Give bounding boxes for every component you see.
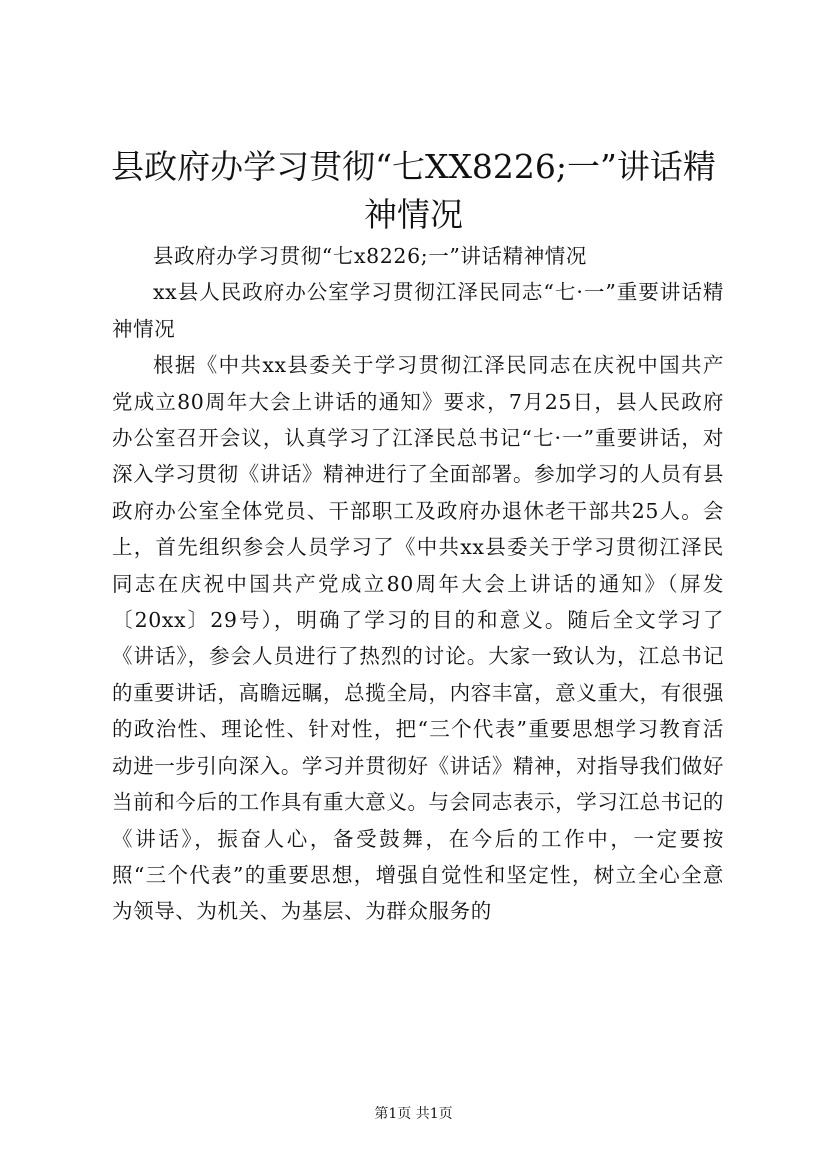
document-body (112, 238, 724, 930)
paragraph-heading: xx县人民政府办公室学习贯彻江泽民同志“七·一”重要讲话精神情况 (112, 280, 724, 341)
paragraph-subtitle: 县政府办学习贯彻“七x8226;一”讲话精神情况 (153, 244, 587, 268)
paragraph-main: 根据《中共xx县委关于学习贯彻江泽民同志在庆祝中国共产党成立80周年大会上讲话的通知》要求，7月25日，县人民政府办公室召开会议，认真学习了江泽民总书记“七·一”重要讲话，对深入学习贯彻《讲话》精神进行了全面部署。参加学习的人员有县政府办公室全体党员、干部职工及政府办退休老干部共25人。会上，首先组织参会人员学习了《中共xx县委关于学习贯彻江泽民同志在庆祝中国共产党成立80周年大会上讲话的通知》（屏发〔20xx〕29号），明确了学习的目的和意义。随后全文学习了《讲话》，参会人员进行了热烈的讨论。大家一致认为，江总书记的重要讲话，高瞻远瞩，总揽全局，内容丰富，意义重大，有很强的政治性、理论性、针对性，把“三个代表”重要思想学习教育活动进一步引向深入。学习并贯彻好《讲话》精神，对指导我们做好当前和今后的工作具有重大意义。与会同志表示，学习江总书记的《讲话》，振奋人心，备受鼓舞，在今后的工作中，一定要按照“三个代表”的重要思想，增强自觉性和坚定性，树立全心全意为领导、为机关、为基层、为群众服务的 (112, 353, 724, 924)
document-title: 县政府办学习贯彻“七XX8226;一”讲话精神情况 (111, 147, 716, 234)
page-footer: 第1页 共1页 (374, 1106, 453, 1122)
